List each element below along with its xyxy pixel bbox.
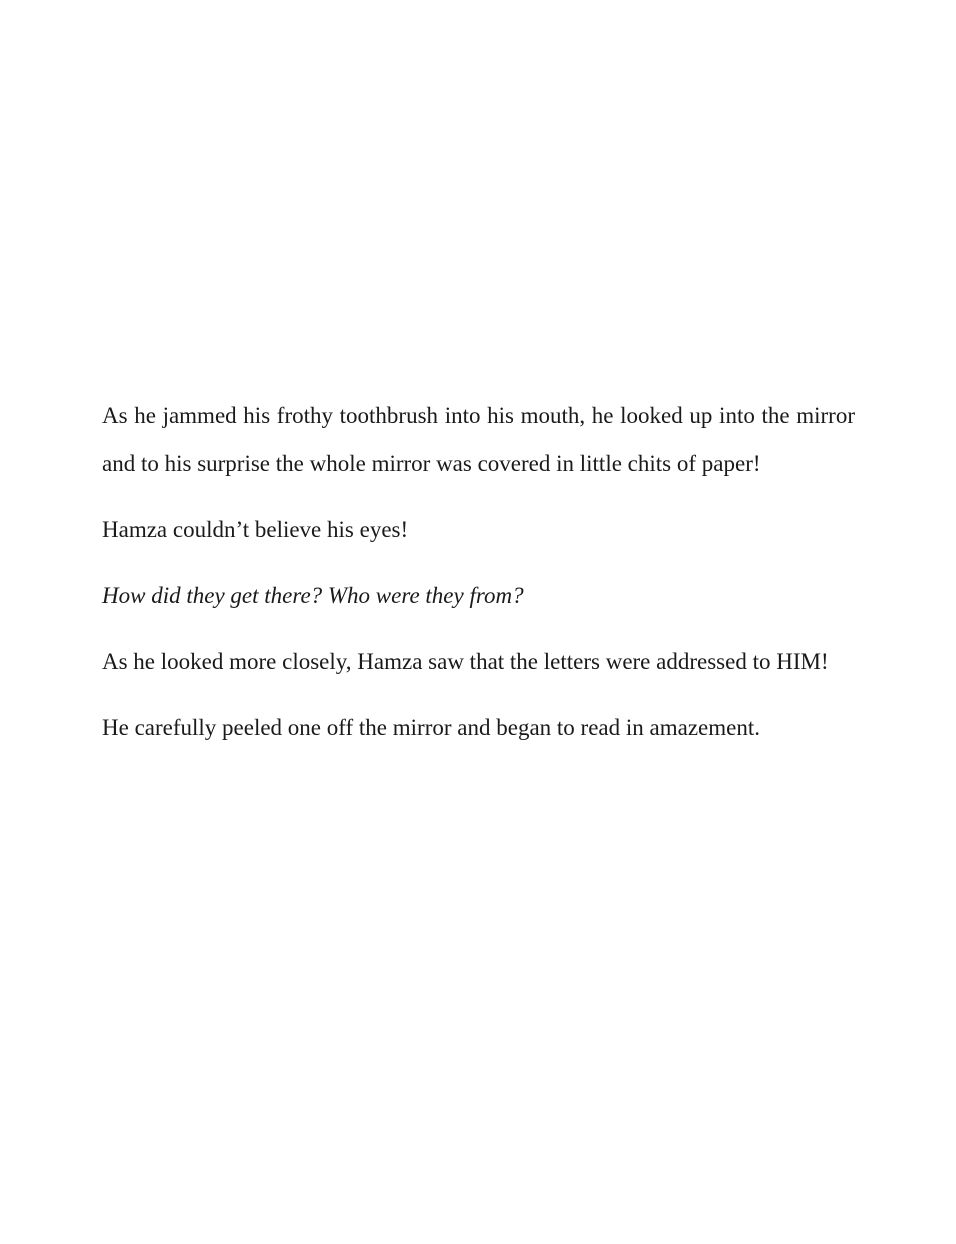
paragraph-toothbrush-mirror: As he jammed his frothy toothbrush into his mouth, he looked up into the mirror and to his surprise the whole mirror was covered in little chits of paper!: [102, 403, 855, 476]
paragraph-addressed-to-him: As he looked more closely, Hamza saw that the letters were addressed to HIM!: [102, 649, 829, 674]
paragraph-inner-question: How did they get there? Who were they from?: [102, 583, 524, 608]
paragraph-disbelief: Hamza couldn’t believe his eyes!: [102, 517, 409, 542]
paragraph-peeled-letter: He carefully peeled one off the mirror and began to read in amazement.: [102, 715, 760, 740]
story-text: [102, 392, 855, 752]
